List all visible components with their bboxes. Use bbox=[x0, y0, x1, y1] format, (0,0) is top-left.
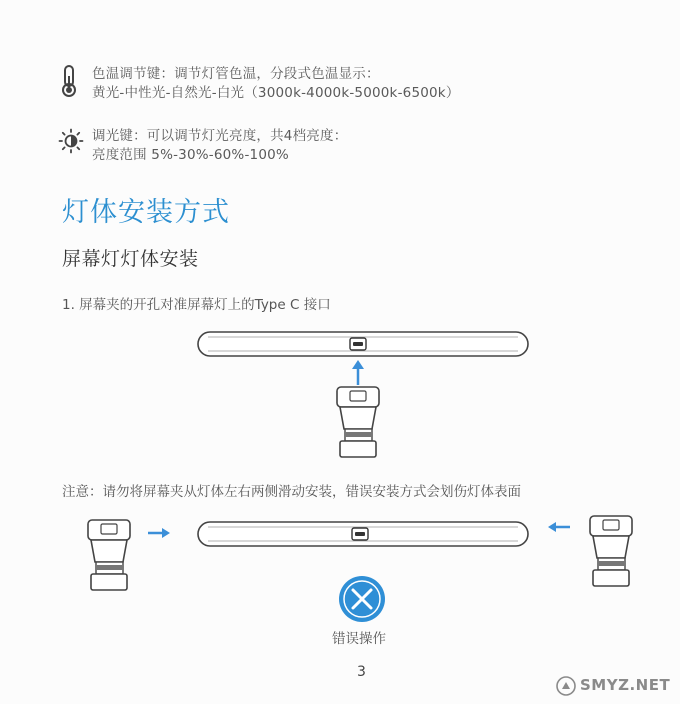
watermark-text: SMYZ.NET bbox=[580, 676, 671, 694]
color-temp-title: 色温调节键：调节灯管色温，分段式色温显示： bbox=[92, 66, 380, 82]
type-c-port-2-icon bbox=[352, 528, 368, 540]
watermark-logo-icon bbox=[556, 676, 576, 696]
color-temp-feature bbox=[58, 60, 618, 100]
screen-clip-icon bbox=[337, 387, 379, 457]
thermometer-icon bbox=[58, 64, 80, 98]
error-label: 错误操作 bbox=[332, 631, 386, 647]
install-correct-diagram bbox=[190, 325, 535, 465]
section-title: 灯体安装方式 bbox=[62, 197, 230, 228]
arrow-right-icon bbox=[148, 528, 170, 538]
screen-clip-left-icon bbox=[88, 520, 130, 590]
sun-icon bbox=[58, 128, 84, 154]
page-number: 3 bbox=[357, 664, 366, 680]
brightness-feature bbox=[58, 122, 618, 162]
type-c-port-icon bbox=[350, 338, 366, 350]
brightness-title: 调光键：可以调节灯光亮度，共4档亮度： bbox=[92, 128, 348, 144]
screen-clip-right-icon bbox=[590, 516, 632, 586]
brightness-desc: 亮度范围 5%-30%-60%-100% bbox=[92, 147, 289, 163]
watermark bbox=[556, 675, 676, 697]
color-temp-desc: 黄光-中性光-自然光-白光（3000k-4000k-5000k-6500k） bbox=[92, 85, 460, 101]
step-1-text: 1. 屏幕夹的开孔对准屏幕灯上的Type C 接口 bbox=[62, 297, 331, 313]
subsection-title: 屏幕灯灯体安装 bbox=[62, 248, 199, 270]
arrow-left-icon bbox=[548, 522, 570, 532]
error-x-icon bbox=[338, 575, 386, 623]
arrow-up-icon bbox=[352, 360, 364, 385]
warning-note: 注意：请勿将屏幕夹从灯体左右两侧滑动安装，错误安装方式会划伤灯体表面 bbox=[62, 484, 521, 500]
